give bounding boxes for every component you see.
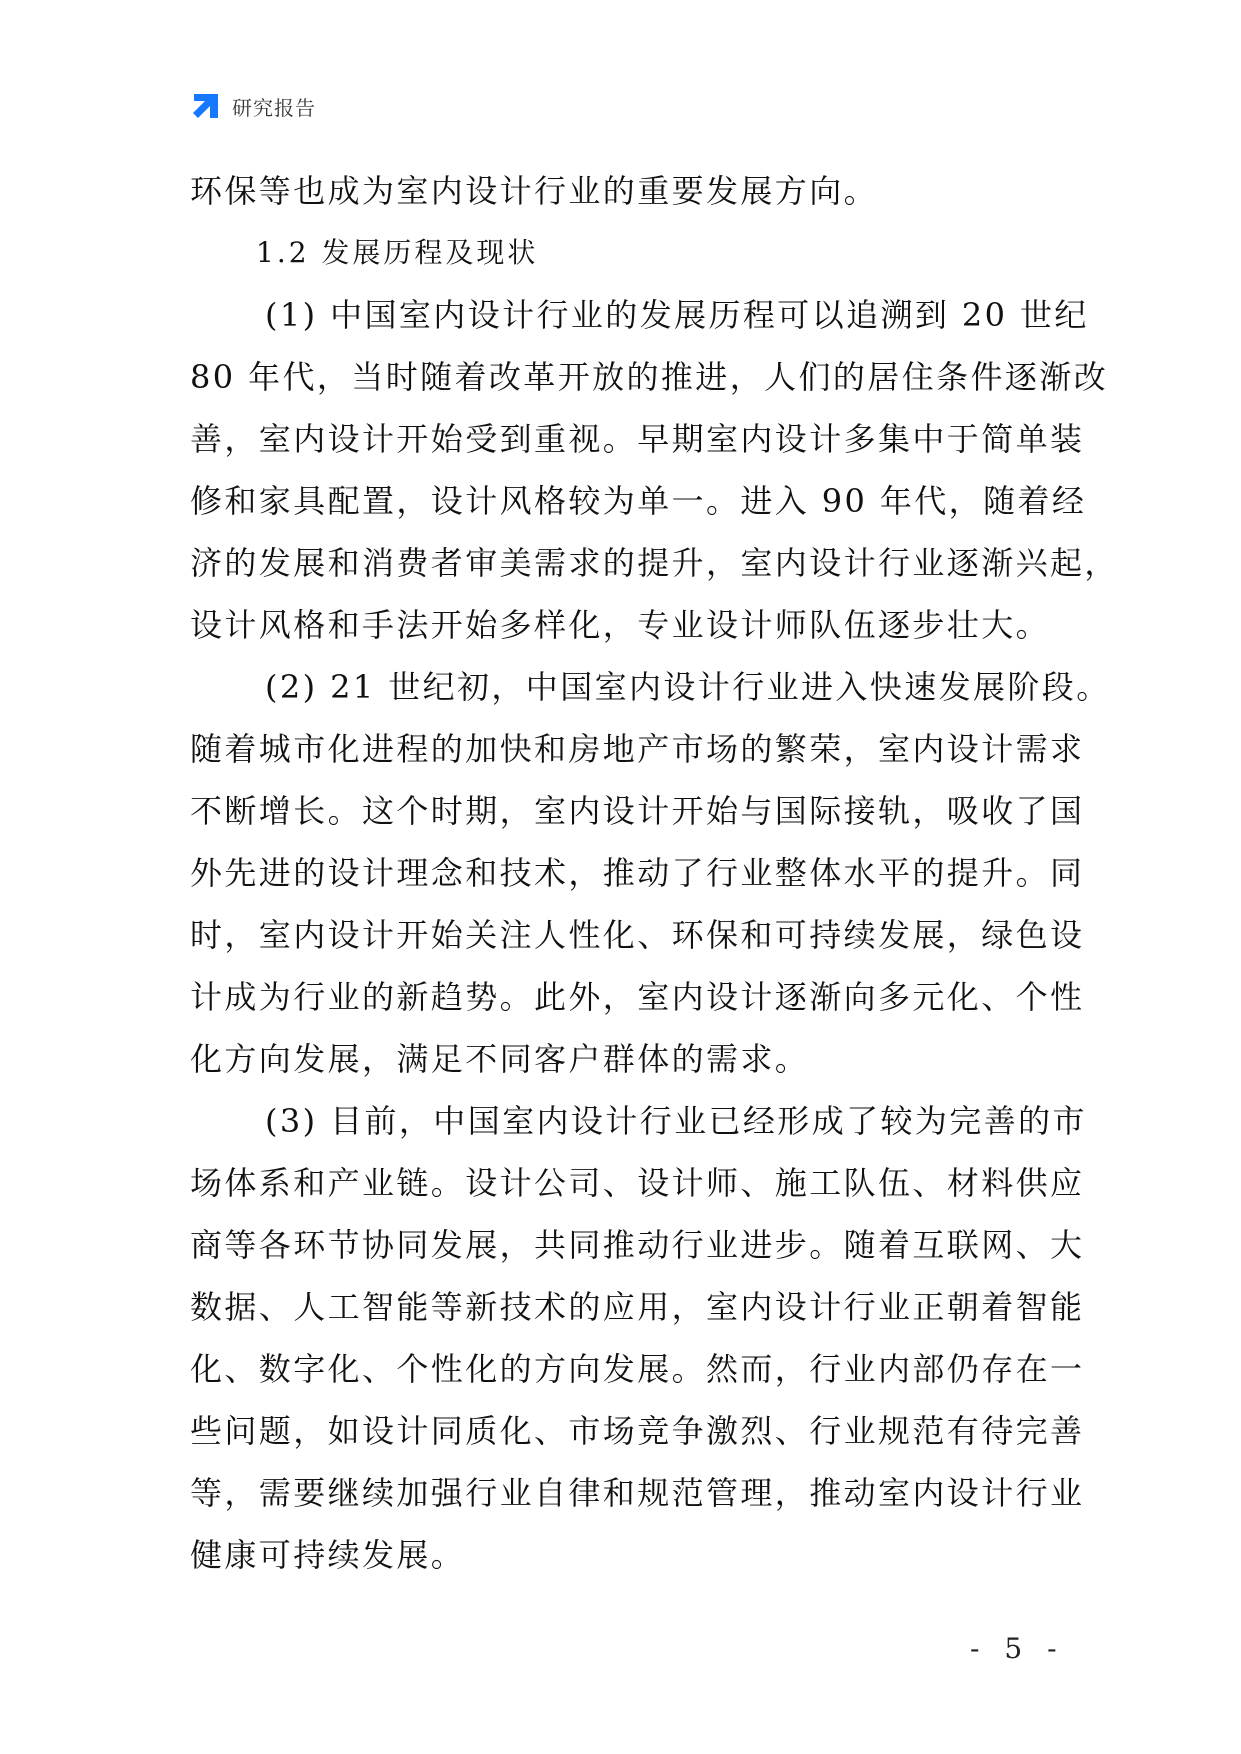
paragraph-line: 数据、人工智能等新技术的应用，室内设计行业正朝着智能 [190, 1288, 1085, 1326]
paragraph-line: 环保等也成为室内设计行业的重要发展方向。 [190, 172, 879, 210]
arrow-up-right-icon [190, 90, 222, 122]
document-body [190, 160, 1119, 1586]
paragraph-line: 不断增长。这个时期，室内设计开始与国际接轨，吸收了国 [190, 792, 1085, 830]
page-number: - 5 - [970, 1632, 1065, 1665]
paragraph-line: (1) 中国室内设计行业的发展历程可以追溯到 20 世纪 [265, 296, 1089, 334]
paragraph-line: 外先进的设计理念和技术，推动了行业整体水平的提升。同 [190, 854, 1085, 892]
paragraph-line: (3) 目前，中国室内设计行业已经形成了较为完善的市 [265, 1102, 1087, 1140]
section-heading: 1.2 发展历程及现状 [256, 236, 539, 269]
paragraph-line: 场体系和产业链。设计公司、设计师、施工队伍、材料供应 [190, 1164, 1085, 1202]
paragraph-line: 济的发展和消费者审美需求的提升，室内设计行业逐渐兴起， [190, 544, 1119, 582]
paragraph-line: 80 年代，当时随着改革开放的推进，人们的居住条件逐渐改 [190, 358, 1109, 396]
header [190, 88, 316, 124]
paragraph-line: 商等各环节协同发展，共同推动行业进步。随着互联网、大 [190, 1226, 1085, 1264]
paragraph-line: 时，室内设计开始关注人性化、环保和可持续发展，绿色设 [190, 916, 1085, 954]
paragraph-line: 修和家具配置，设计风格较为单一。进入 90 年代，随着经 [190, 482, 1087, 520]
paragraph-line: 化方向发展，满足不同客户群体的需求。 [190, 1040, 810, 1078]
paragraph-line: 随着城市化进程的加快和房地产市场的繁荣，室内设计需求 [190, 730, 1085, 768]
paragraph-line: 设计风格和手法开始多样化，专业设计师队伍逐步壮大。 [190, 606, 1051, 644]
paragraph-line: 计成为行业的新趋势。此外，室内设计逐渐向多元化、个性 [190, 978, 1085, 1016]
header-title: 研究报告 [232, 95, 316, 120]
paragraph-line: 等，需要继续加强行业自律和规范管理，推动室内设计行业 [190, 1474, 1085, 1512]
paragraph-line: 化、数字化、个性化的方向发展。然而，行业内部仍存在一 [190, 1350, 1085, 1388]
paragraph-line: 善，室内设计开始受到重视。早期室内设计多集中于简单装 [190, 420, 1085, 458]
paragraph-line: 些问题，如设计同质化、市场竞争激烈、行业规范有待完善 [190, 1412, 1085, 1450]
paragraph-line: 健康可持续发展。 [190, 1536, 466, 1574]
paragraph-line: (2) 21 世纪初，中国室内设计行业进入快速发展阶段。 [265, 668, 1111, 706]
